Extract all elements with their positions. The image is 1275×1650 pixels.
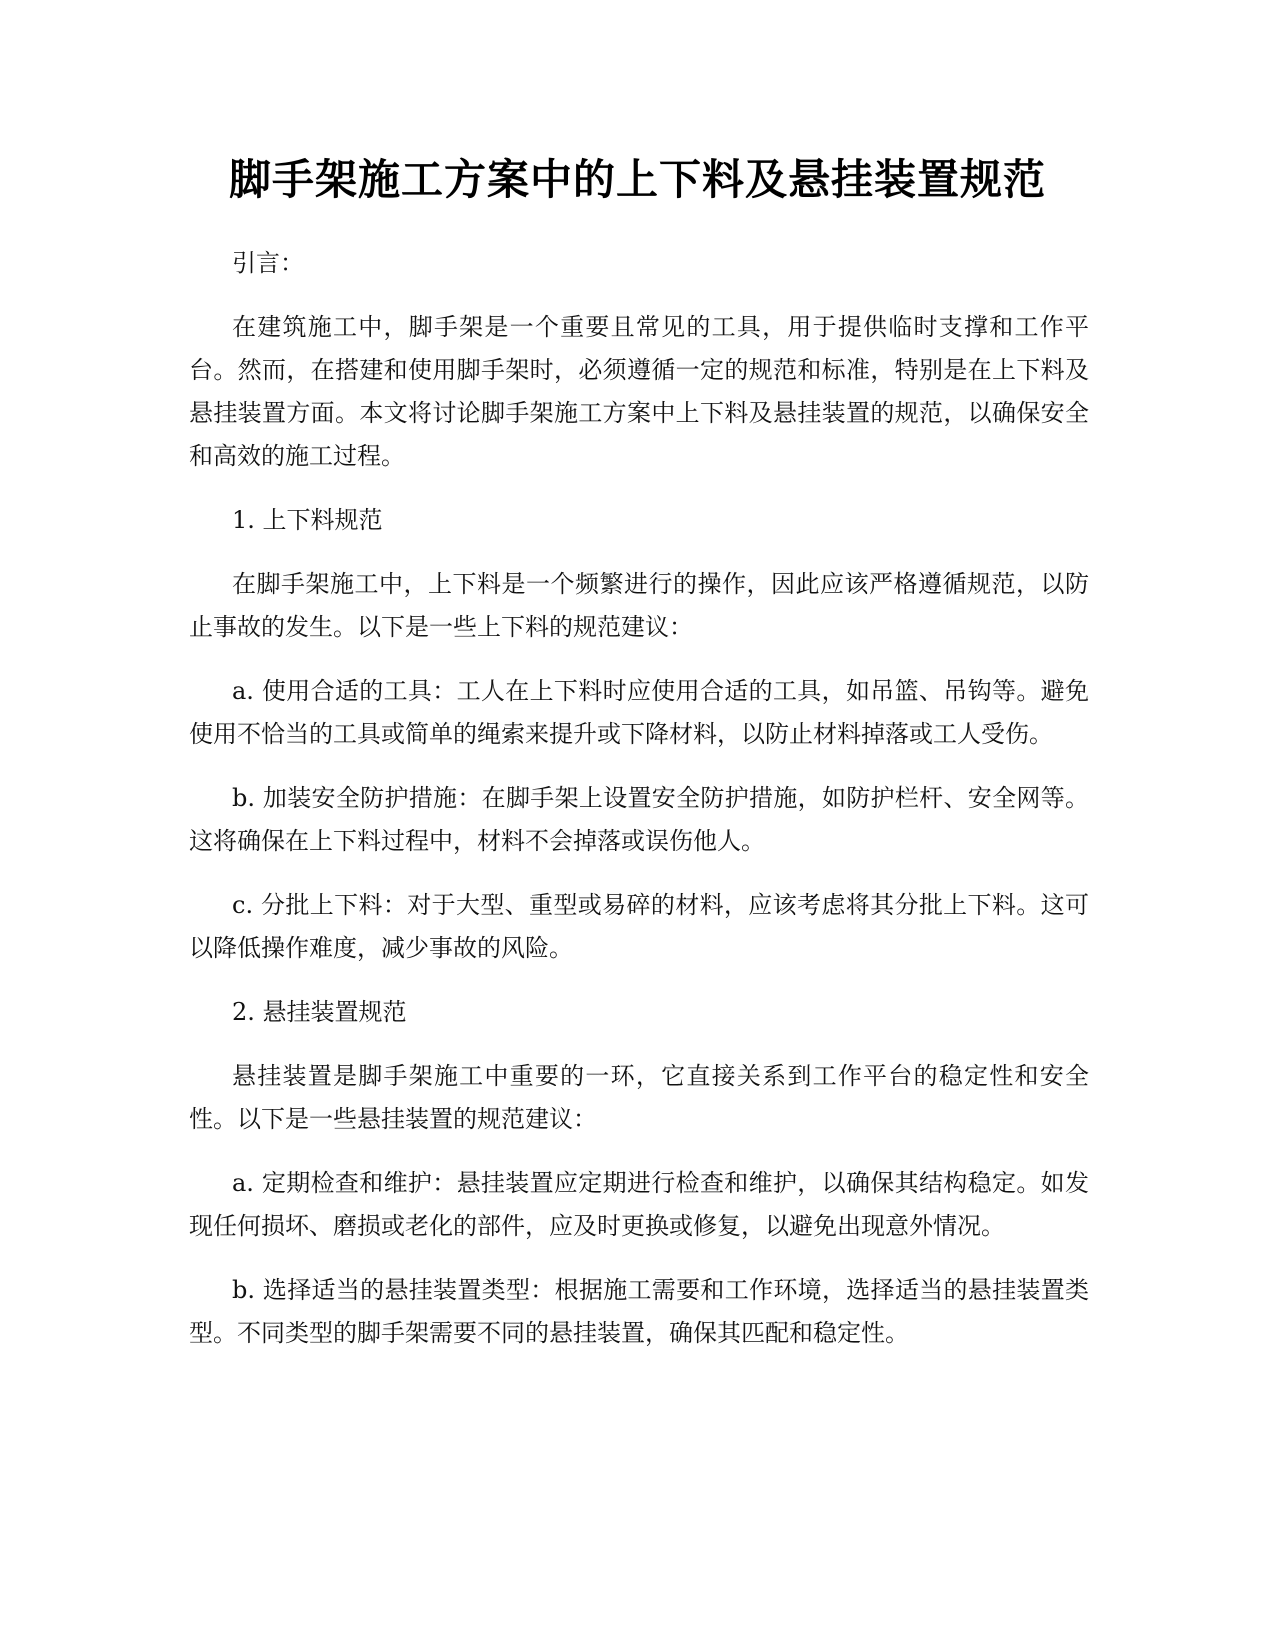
- section-2-item-b: b. 选择适当的悬挂装置类型：根据施工需要和工作环境，选择适当的悬挂装置类型。不同类型的脚手架需要不同的悬挂装置，确保其匹配和稳定性。: [189, 1276, 1089, 1347]
- section-2-item-a: a. 定期检查和维护：悬挂装置应定期进行检查和维护，以确保其结构稳定。如发现任何损坏、磨损或老化的部件，应及时更换或修复，以避免出现意外情况。: [189, 1169, 1089, 1240]
- section-1-item-a: a. 使用合适的工具：工人在上下料时应使用合适的工具，如吊篮、吊钩等。避免使用不恰当的工具或简单的绳索来提升或下降材料，以防止材料掉落或工人受伤。: [189, 677, 1089, 748]
- section-2-heading: 2. 悬挂装置规范: [232, 998, 407, 1026]
- intro-heading: 引言：: [232, 249, 304, 277]
- section-1-paragraph: 在脚手架施工中，上下料是一个频繁进行的操作，因此应该严格遵循规范，以防止事故的发生。以下是一些上下料的规范建议：: [189, 570, 1089, 641]
- section-1-item-c: c. 分批上下料：对于大型、重型或易碎的材料，应该考虑将其分批上下料。这可以降低操作难度，减少事故的风险。: [189, 891, 1089, 962]
- document-title: 脚手架施工方案中的上下料及悬挂装置规范: [228, 155, 1046, 204]
- intro-paragraph: 在建筑施工中，脚手架是一个重要且常见的工具，用于提供临时支撑和工作平台。然而，在搭建和使用脚手架时，必须遵循一定的规范和标准，特别是在上下料及悬挂装置方面。本文将讨论脚手架施工方案中上下料及悬挂装置的规范，以确保安全和高效的施工过程。: [189, 313, 1089, 470]
- section-1-item-b: b. 加装安全防护措施：在脚手架上设置安全防护措施，如防护栏杆、安全网等。这将确保在上下料过程中，材料不会掉落或误伤他人。: [189, 784, 1089, 855]
- section-2-paragraph: 悬挂装置是脚手架施工中重要的一环，它直接关系到工作平台的稳定性和安全性。以下是一些悬挂装置的规范建议：: [189, 1062, 1089, 1133]
- section-1-heading: 1. 上下料规范: [232, 506, 383, 534]
- document-body: [189, 242, 1089, 1355]
